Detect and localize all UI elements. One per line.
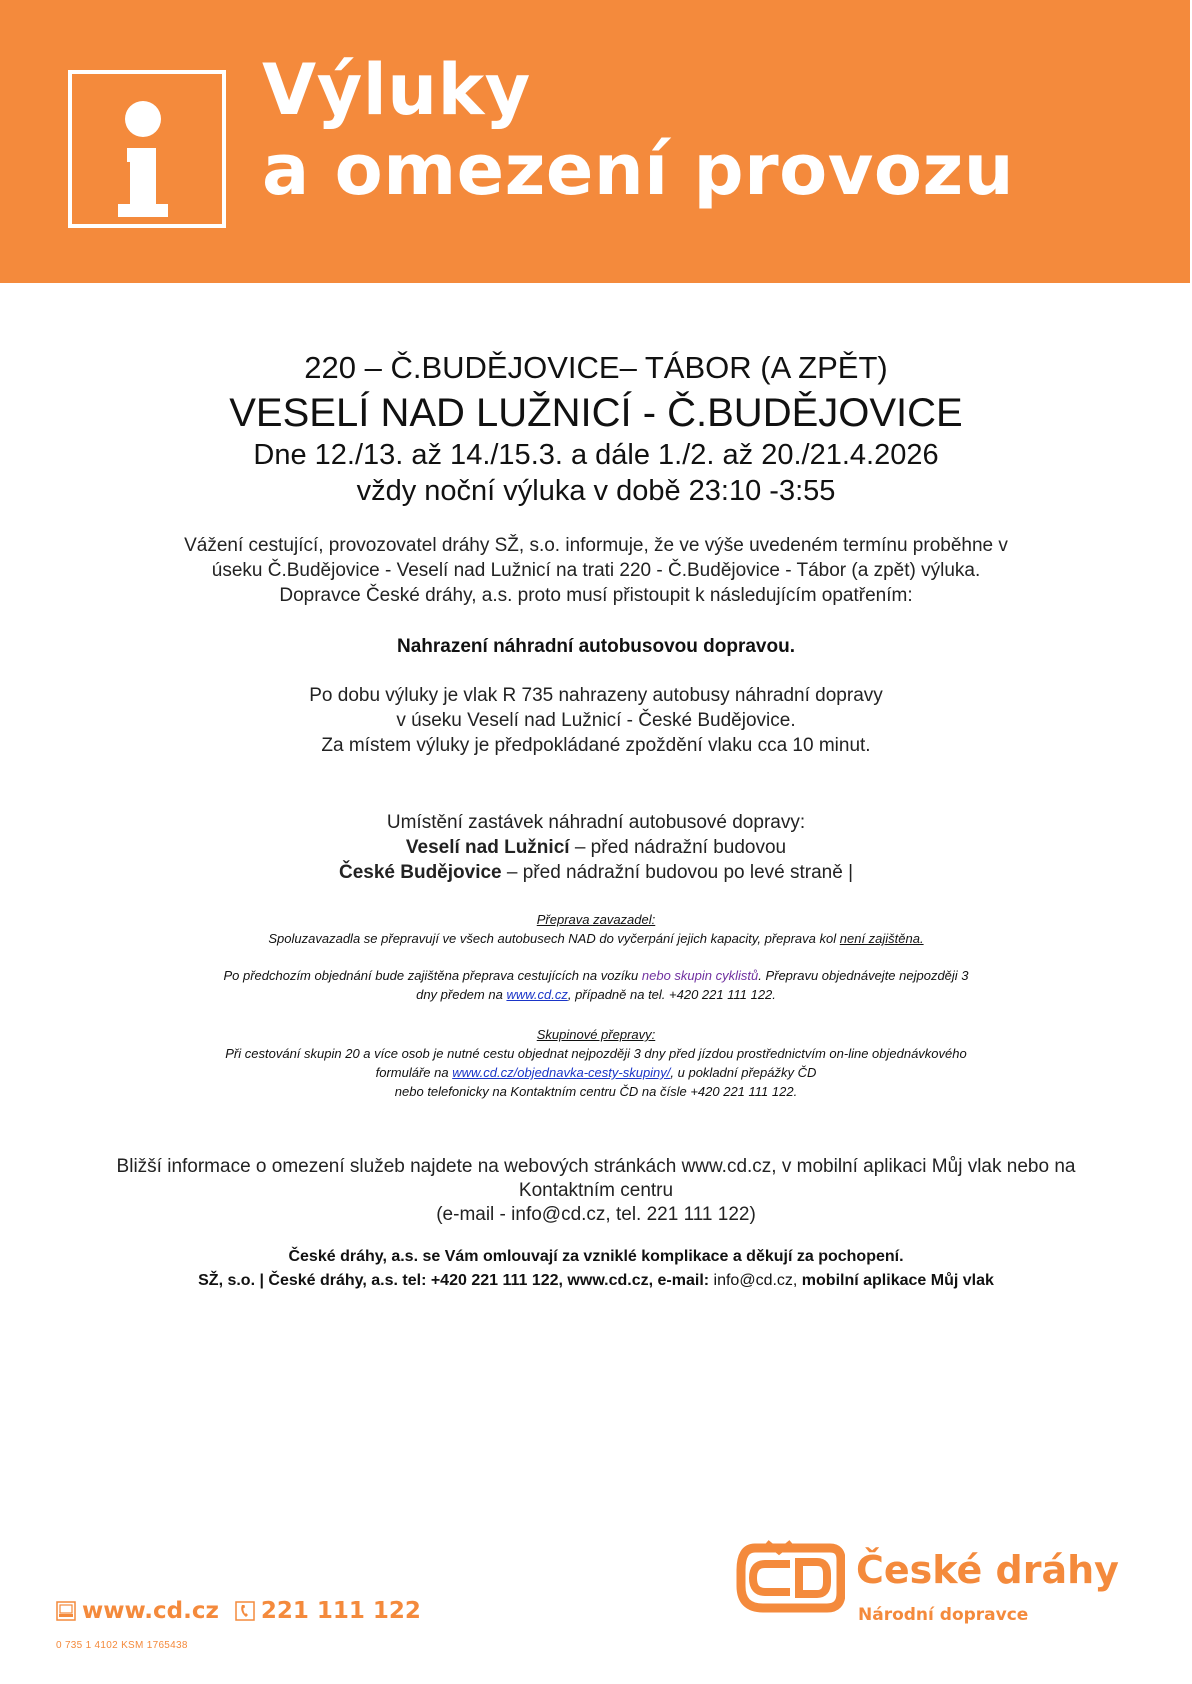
phone-icon xyxy=(235,1601,255,1621)
route-heading: 220 – Č.BUDĚJOVICE– TÁBOR (A ZPĚT) xyxy=(304,350,888,385)
wheelchair-text: . Přepravu objednávejte nejpozději 3 xyxy=(758,968,969,983)
intro-line: Dopravce České dráhy, a.s. proto musí přistoupit k následujícím opatřením: xyxy=(279,585,913,606)
group-order-link[interactable]: www.cd.cz/objednavka-cesty-skupiny/ xyxy=(452,1065,671,1080)
groups-section xyxy=(0,1025,1192,1101)
luggage-title: Přeprava zavazadel: xyxy=(536,912,656,927)
stop-name: České Budějovice xyxy=(338,862,502,883)
stops-title: Umístění zastávek náhradní autobusové dopravy: xyxy=(386,812,806,833)
stop-name: Veselí nad Lužnicí xyxy=(405,837,570,858)
dates-heading: Dne 12./13. až 14./15.3. a dále 1./2. až 20./21.4.2026 xyxy=(253,439,939,471)
footer-contacts xyxy=(56,1598,421,1624)
replacement-line: Za místem výluky je předpokládané zpoždění vlaku cca 10 minut. xyxy=(321,735,871,756)
contact-email: info@cd.cz, xyxy=(713,1272,798,1289)
apology-text: České dráhy, a.s. se Vám omlouvají za vzniklé komplikace a děkují za pochopení. xyxy=(288,1248,904,1265)
cyclists-text: nebo skupin cyklistů xyxy=(641,968,759,983)
time-heading: vždy noční výluka v době 23:10 -3:55 xyxy=(356,475,836,507)
intro-paragraph xyxy=(0,533,1192,608)
groups-title: Skupinové přepravy: xyxy=(536,1027,656,1042)
groups-line1: Při cestování skupin 20 a více osob je nutné cestu objednat nejpozději 3 dny před jízdou prostřednictvím on-line objednávkového xyxy=(225,1046,967,1061)
section-heading: VESELÍ NAD LUŽNICÍ - Č.BUDĚJOVICE xyxy=(229,391,963,435)
wheelchair-section xyxy=(0,966,1192,1004)
brand-tagline: Národní dopravce xyxy=(858,1605,1029,1625)
replacement-line: v úseku Veselí nad Lužnicí - České Budějovice. xyxy=(396,710,796,731)
more-info-line: Kontaktním centru xyxy=(518,1180,674,1201)
groups-line2 xyxy=(0,1063,1192,1082)
footer-phone: 221 111 122 xyxy=(260,1598,421,1624)
wheelchair-line1 xyxy=(0,966,1192,985)
luggage-section xyxy=(0,910,1192,948)
groups-line3: nebo telefonicky na Kontaktním centru ČD na čísle +420 221 111 122. xyxy=(394,1084,798,1099)
document-codes: 0 735 1 4102 KSM 1765438 xyxy=(56,1640,188,1651)
brand-name: České dráhy xyxy=(856,1548,1119,1592)
closing-section xyxy=(0,1245,1192,1293)
banner-title xyxy=(262,50,1014,210)
more-info-line: (e-mail - info@cd.cz, tel. 221 111 122) xyxy=(436,1204,756,1225)
groups-text: , u pokladní přepážky ČD xyxy=(670,1065,817,1080)
stop-location: – před nádražní budovou po levé straně | xyxy=(501,862,854,883)
info-icon xyxy=(68,70,226,228)
wheelchair-text: Po předchozím objednání bude zajištěna přeprava cestujících na vozíku xyxy=(223,968,642,983)
wheelchair-line2 xyxy=(0,985,1192,1004)
replacement-paragraph xyxy=(0,683,1192,758)
banner-title-line1: Výluky xyxy=(262,49,531,131)
more-info-line: Bližší informace o omezení služeb najdete na webových stránkách www.cd.cz, v mobilní aplikaci Můj vlak nebo na xyxy=(116,1156,1076,1177)
contact-text: mobilní aplikace Můj vlak xyxy=(797,1272,994,1289)
footer-web[interactable]: www.cd.cz xyxy=(82,1598,219,1624)
replacement-line: Po dobu výluky je vlak R 735 nahrazeny autobusy náhradní dopravy xyxy=(309,685,883,706)
wheelchair-text: , případně na tel. +420 221 111 122. xyxy=(567,987,776,1002)
groups-text: formuláře na xyxy=(375,1065,453,1080)
stop-location: – před nádražní budovou xyxy=(569,837,787,858)
stop-item xyxy=(0,860,1192,885)
more-info-section xyxy=(0,1155,1192,1227)
measure-heading: Nahrazení náhradní autobusovou dopravou. xyxy=(397,636,795,657)
luggage-emphasis: není zajištěna. xyxy=(839,931,924,946)
intro-line: úseku Č.Budějovice - Veselí nad Lužnicí na trati 220 - Č.Budějovice - Tábor (a zpět) výluka. xyxy=(211,560,981,581)
laptop-icon xyxy=(56,1601,76,1621)
intro-line: Vážení cestující, provozovatel dráhy SŽ, s.o. informuje, že ve výše uvedeném termínu proběhne v xyxy=(184,535,1008,556)
cd-logo-icon xyxy=(735,1538,845,1623)
luggage-text xyxy=(0,929,1192,948)
cd-website-link[interactable]: www.cd.cz xyxy=(506,987,568,1002)
contact-line xyxy=(0,1269,1192,1293)
banner-title-line2: a omezení provozu xyxy=(262,129,1015,211)
stops-section xyxy=(0,810,1192,885)
stop-item xyxy=(0,835,1192,860)
wheelchair-text: dny předem na xyxy=(416,987,507,1002)
luggage-text-body: Spoluzavazadla se přepravují ve všech autobusech NAD do vyčerpání jejich kapacity, přeprava kol xyxy=(268,931,840,946)
contact-text: SŽ, s.o. | České dráhy, a.s. tel: +420 221 111 122, www.cd.cz, e-mail: xyxy=(198,1272,714,1289)
header-banner xyxy=(0,0,1190,283)
